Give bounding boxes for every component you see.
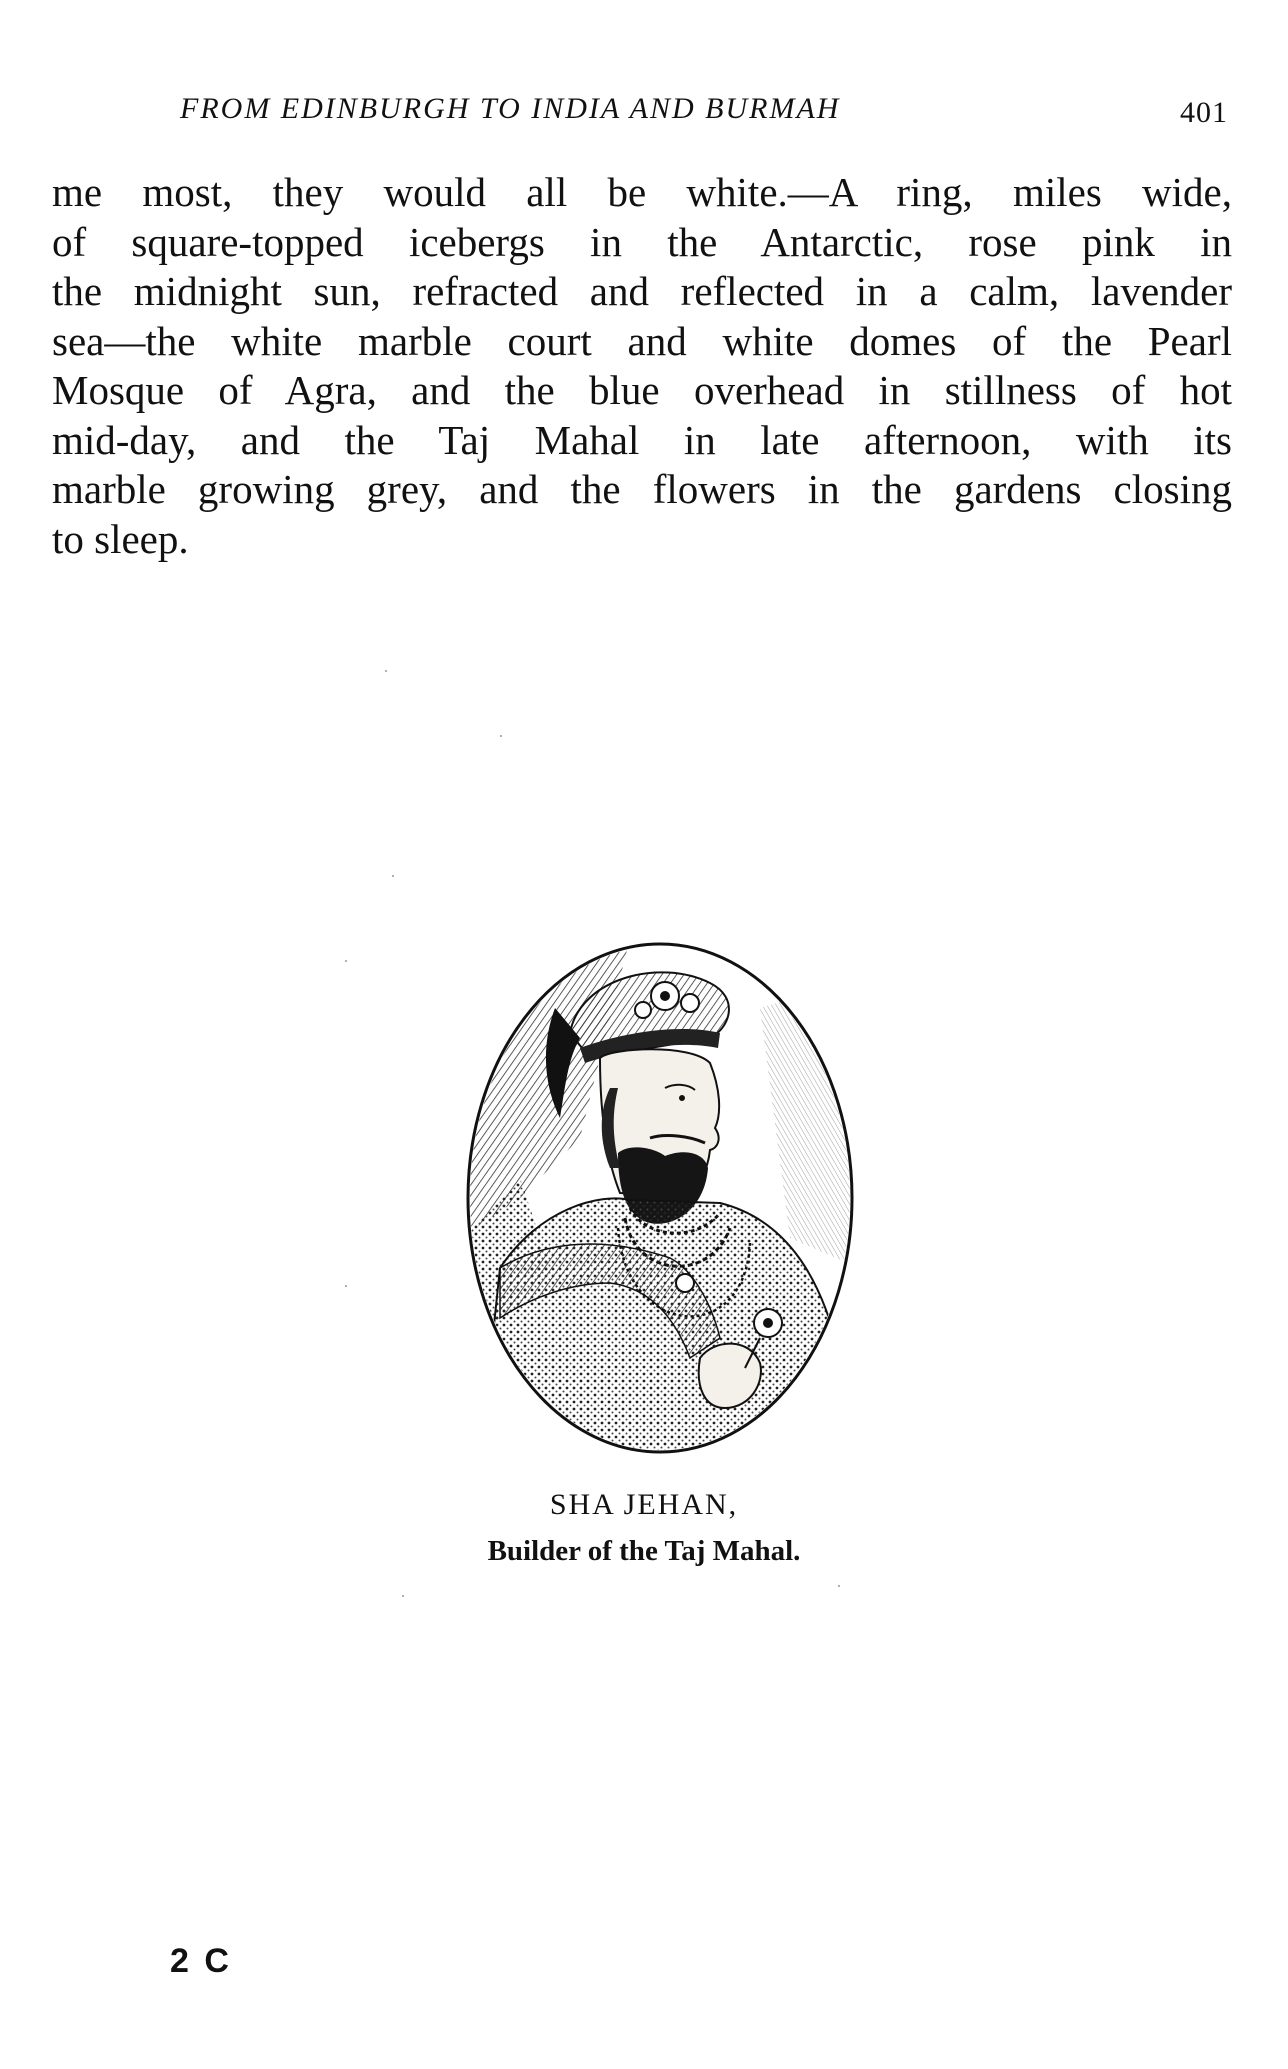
paper-speck: [345, 960, 347, 962]
signature-mark: 2 C: [170, 1942, 232, 1980]
paper-speck: [345, 1285, 347, 1287]
text-line: sea—the white marble court and white domes of the Pearl: [52, 317, 1232, 364]
paper-speck: [385, 670, 387, 672]
page-number: 401: [1180, 96, 1228, 129]
caption-title: SHA JEHAN,: [549, 1488, 739, 1521]
portrait-illustration: [460, 938, 860, 1458]
text-line: to sleep.: [52, 515, 189, 562]
paper-speck: [500, 735, 502, 737]
paper-speck: [838, 1585, 840, 1587]
paper-speck: [402, 1595, 404, 1597]
running-head: FROM EDINBURGH TO INDIA AND BURMAH: [180, 92, 841, 125]
paper-speck: [392, 875, 394, 877]
body-paragraph: [52, 168, 1232, 564]
text-line: mid-day, and the Taj Mahal in late afternoon, with its: [52, 416, 1232, 463]
text-line: Mosque of Agra, and the blue overhead in stillness of hot: [52, 367, 1232, 413]
caption-subtitle: Builder of the Taj Mahal.: [487, 1535, 801, 1567]
text-line: the midnight sun, refracted and reflected in a calm, lavender: [52, 268, 1232, 314]
text-line: me most, they would all be white.—A ring, miles wide,: [52, 169, 1232, 215]
text-line: marble growing grey, and the flowers in the gardens closing: [52, 466, 1232, 512]
text-line: of square-topped icebergs in the Antarctic, rose pink in: [52, 218, 1232, 265]
